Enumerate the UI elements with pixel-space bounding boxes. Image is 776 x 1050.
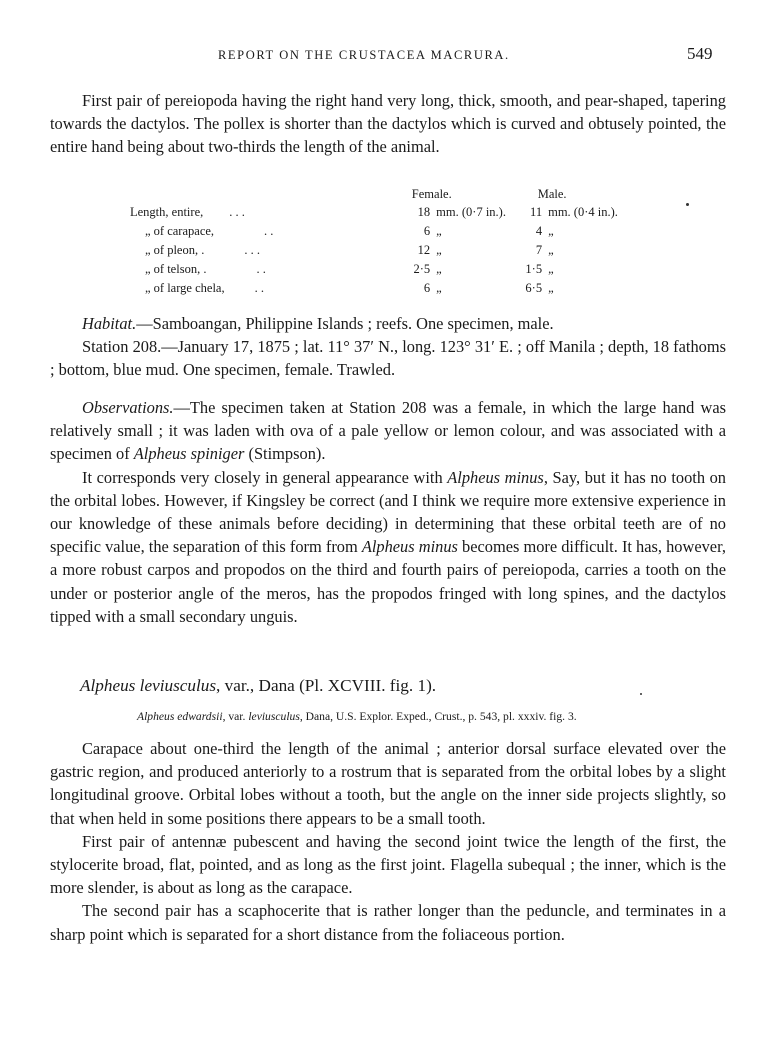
species-heading-rest: , var., Dana (Pl. XCVIII. fig. 1). xyxy=(216,676,437,695)
observations-paragraph xyxy=(50,396,726,628)
print-speck xyxy=(640,693,642,695)
female-header: Female. xyxy=(411,187,452,201)
table-row xyxy=(130,241,650,260)
leader-dots: . . xyxy=(254,281,264,295)
male-unit: „ xyxy=(548,281,554,295)
synonym-var-name: leviusculus xyxy=(248,710,300,723)
row-label: Length, entire, xyxy=(130,205,204,219)
synonym-reference: , Dana, U.S. Explor. Exped., Crust., p. 543, pl. xxxiv. fig. 3. xyxy=(299,710,577,723)
species-name: Alpheus spiniger xyxy=(133,444,245,464)
print-speck xyxy=(686,203,689,206)
species-name: Alpheus leviusculus xyxy=(80,676,217,695)
male-value: 6·5 xyxy=(525,281,543,295)
male-value: 1·5 xyxy=(525,262,543,276)
observations-text: —The specimen taken at Station 208 was a female, in which the large hand was relatively small ; it was laden with ova of a pale yellow or lemon colour, and was associated with a specimen of xyxy=(50,398,726,464)
male-unit: „ xyxy=(548,262,554,276)
comparison-text: It corresponds very closely in general appearance with xyxy=(82,467,448,487)
female-value: 6 xyxy=(423,224,431,238)
male-value: 7 xyxy=(535,243,543,257)
table-header-row xyxy=(130,186,650,203)
row-label: „ of large chela, xyxy=(145,281,225,295)
table-row xyxy=(130,279,650,298)
leader-dots: . . xyxy=(256,262,266,276)
leader-dots: . . . xyxy=(244,243,260,257)
habitat-label: Habitat. xyxy=(82,314,137,333)
antennae-second-description: The second pair has a scaphocerite that is rather longer than the peduncle, and terminates in a sharp point which is separated for a short distance from the foliaceous portion. xyxy=(50,901,726,944)
synonym-var-text: , var. xyxy=(222,710,249,723)
female-value: 2·5 xyxy=(413,262,431,276)
female-unit: „ xyxy=(436,224,442,238)
table-row xyxy=(130,260,650,279)
female-value: 6 xyxy=(423,281,431,295)
row-label: „ of pleon, . xyxy=(145,243,205,257)
female-value: 12 xyxy=(417,243,431,257)
description-section xyxy=(50,737,726,946)
species-name: Alpheus minus xyxy=(447,467,544,487)
page-number: 549 xyxy=(687,44,713,63)
female-unit: „ xyxy=(436,281,442,295)
female-unit: mm. (0·7 in.). xyxy=(436,205,506,219)
female-unit: „ xyxy=(436,262,442,276)
male-unit: „ xyxy=(548,224,554,238)
intro-paragraph xyxy=(50,89,726,159)
synonym-citation xyxy=(137,710,577,723)
male-value: 4 xyxy=(535,224,543,238)
female-unit: „ xyxy=(436,243,442,257)
comparison-text: , Say, but it has no tooth on the orbital lobes. However, if Kingsley be correct (and I think we require more extensive experience in our knowledge of these animals before deciding) in determining that these orbital teeth are of no specific value, the separation of this form from xyxy=(50,467,726,557)
synonym-name: Alpheus edwardsii xyxy=(137,710,223,723)
habitat-paragraph xyxy=(50,312,726,382)
table-row xyxy=(130,203,650,222)
intro-text: First pair of pereiopoda having the right hand very long, thick, smooth, and pear-shaped, tapering towards the dactylos. The pollex is shorter than the dactylos which is curved and obtusely pointed, the entire hand being about two-thirds the length of the animal. xyxy=(50,91,726,157)
leader-dots: . . . xyxy=(229,205,245,219)
table-row xyxy=(130,222,650,241)
observations-label: Observations. xyxy=(82,398,174,417)
male-value: 11 xyxy=(530,205,543,219)
observations-text-end: (Stimpson). xyxy=(244,444,326,464)
comparison-text: becomes more difficult. It has, however, a more robust carpos and propodos on the third and fourth pairs of pereiopoda, carries a tooth on the under or posterior angle of the meros, has the propodos fringed with long spines, and the dactylos tipped with a small secondary unguis. xyxy=(50,537,726,626)
comparison-paragraph xyxy=(50,466,726,628)
male-unit: mm. (0·4 in.). xyxy=(548,205,618,219)
antennae-first-description: First pair of antennæ pubescent and having the second joint twice the length of the first, the stylocerite broad, flat, pointed, and as long as the first joint. Flagella subequal ; the inner, which is the more slender, is about as long as the carapace. xyxy=(50,831,726,898)
leader-dots: . . xyxy=(264,224,274,238)
habitat-text: —Samboangan, Philippine Islands ; reefs. One specimen, male. xyxy=(136,314,554,333)
measurements-table xyxy=(130,186,650,298)
male-unit: „ xyxy=(548,243,554,257)
row-label: „ of carapace, xyxy=(145,224,215,238)
female-value: 18 xyxy=(417,205,431,219)
species-heading xyxy=(80,676,436,696)
running-head xyxy=(0,44,776,68)
station-text: Station 208.—January 17, 1875 ; lat. 11° 37′ N., long. 123° 31′ E. ; off Manila ; depth, 18 fathoms ; bottom, blue mud. One specimen, female. Trawled. xyxy=(50,337,726,380)
running-title: REPORT ON THE CRUSTACEA MACRURA. xyxy=(218,48,510,62)
species-name: Alpheus minus xyxy=(361,537,458,557)
carapace-description: Carapace about one-third the length of the animal ; anterior dorsal surface elevated over the gastric region, and produced anteriorly to a rostrum that is separated from the orbital lobes by a slight longitudinal groove. Orbital lobes without a tooth, but the angle on the inner side projects slightly, so that when held in some positions there appears to be a small tooth. xyxy=(50,739,726,828)
male-header: Male. xyxy=(537,187,567,201)
row-label: „ of telson, . xyxy=(145,262,207,276)
